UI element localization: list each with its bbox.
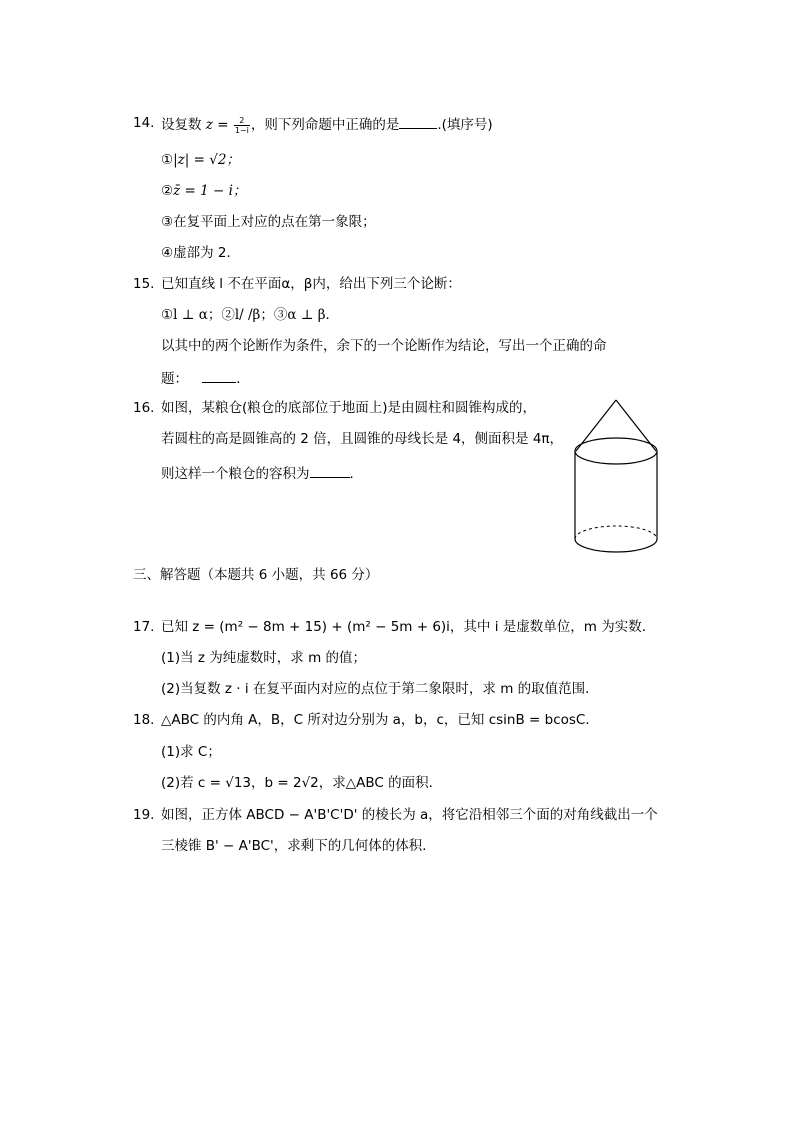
problem-14-option-2: ②z̄ = 1 − i；	[161, 183, 247, 199]
problem-18-question-1: (1)求 C；	[161, 744, 221, 760]
cylinder-bottom-back-dashed	[575, 526, 657, 539]
fraction: $\frac{2}{1-i}$	[234, 115, 249, 135]
problem-14-option-1: ①|z| = √2；	[161, 152, 240, 168]
problem-19-number: 19.	[133, 807, 155, 823]
problem-15-answer-line: 题： ．	[161, 368, 250, 388]
problem-14-number: 14.	[133, 115, 155, 131]
problem-18-stem: △ABC 的内角 A，B，C 所对边分别为 a，b，c，已知 csinB = bcosC．	[161, 712, 599, 728]
problem-16-number: 16.	[133, 400, 155, 416]
problem-19-line-1: 如图，正方体 ABCD − A'B'C'D' 的棱长为 a，将它沿相邻三个面的对角线截出一个	[161, 807, 658, 823]
problem-16-line-1: 如图，某粮仓(粮仓的底部位于地面上)是由圆柱和圆锥构成的，	[161, 400, 537, 416]
granary-figure	[566, 396, 666, 558]
problem-15-stem: 已知直线 l 不在平面α，β内，给出下列三个论断：	[161, 276, 461, 292]
problem-17-question-1: (1)当 z 为纯虚数时，求 m 的值；	[161, 650, 367, 666]
cylinder-bottom-front	[575, 539, 657, 552]
problem-17-number: 17.	[133, 619, 155, 635]
problem-16-line-3: 则这样一个粮仓的容积为 ．	[161, 463, 363, 483]
problem-16-line-2: 若圆柱的高是圆锥高的 2 倍，且圆锥的母线长是 4，侧面积是 4π，	[161, 431, 564, 447]
problem-15-number: 15.	[133, 276, 155, 292]
answer-blank	[202, 368, 236, 383]
problem-15-instruction: 以其中的两个论断作为条件，余下的一个论断作为结论，写出一个正确的命	[161, 338, 607, 354]
answer-blank	[399, 114, 437, 129]
problem-17-question-2: (2)当复数 z · i 在复平面内对应的点位于第二象限时，求 m 的取值范围．	[161, 681, 599, 697]
problem-14-option-3: ③在复平面上对应的点在第一象限；	[161, 214, 376, 230]
problem-14-stem: 设复数 z = $\frac{2}{1-i}$ ，则下列命题中正确的是 .(填序号)	[161, 115, 493, 135]
problem-14-option-4: ④虚部为 2．	[161, 245, 240, 261]
problem-17-stem: 已知 z = (m² − 8m + 15) + (m² − 5m + 6)i，其中 i 是虚数单位，m 为实数．	[161, 619, 656, 635]
section-3-heading: 三、解答题（本题共 6 小题，共 66 分）	[133, 567, 379, 583]
problem-15-judgments: ①l ⊥ α；②l/ /β；③α ⊥ β．	[161, 307, 340, 323]
cylinder-top-ellipse	[575, 438, 657, 464]
answer-blank	[310, 463, 350, 478]
problem-18-question-2: (2)若 c = √13，b = 2√2，求△ABC 的面积．	[161, 775, 443, 791]
problem-18-number: 18.	[133, 712, 155, 728]
problem-19-line-2: 三棱锥 B' − A'BC'，求剩下的几何体的体积．	[161, 838, 436, 854]
